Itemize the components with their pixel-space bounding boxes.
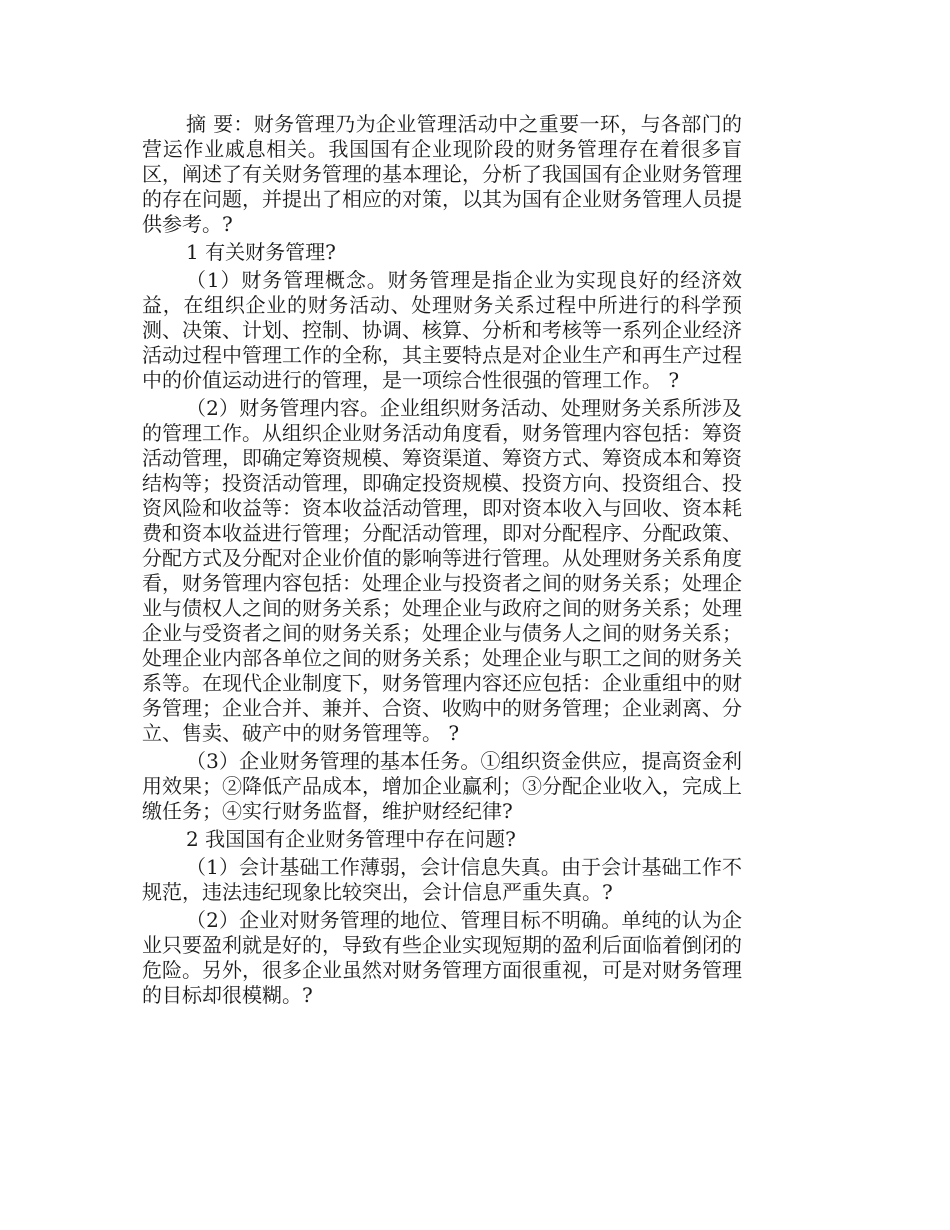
section-heading-1: 1 有关财务管理? bbox=[186, 240, 336, 264]
paragraph-content: （2）财务管理内容。企业组织财务活动、处理财务关系所涉及的管理工作。从组织企业财务活动角度看，财务管理内容包括：筹资活动管理，即确定筹资规模、筹资渠道、筹资方式、筹资成本和筹资结构等；投资活动管理，即确定投资规模、投资方向、投资组合、投资风险和收益等：资本收益活动管理，即对资本收入与回收、资本耗费和资本收益进行管理；分配活动管理，即对分配程序、分配政策、分配方式及分配对企业价值的影响等进行管理。从处理财务关系角度看，财务管理内容包括：处理企业与投资者之间的财务关系；处理企业与债权人之间的财务关系；处理企业与政府之间的财务关系；处理企业与受资者之间的财务关系；处理企业与债务人之间的财务关系；处理企业内部各单位之间的财务关系；处理企业与职工之间的财务关系等。在现代企业制度下，财务管理内容还应包括：企业重组中的财务管理；企业合并、兼并、合资、收购中的财务管理；企业剥离、分立、售卖、破产中的财务管理等。 ? bbox=[142, 396, 742, 745]
paragraph-accounting-basics: （1）会计基础工作薄弱，会计信息失真。由于会计基础工作不规范，违法违纪现象比较突出，会计信息严重失真。? bbox=[142, 855, 742, 904]
paragraph-tasks: （3）企业财务管理的基本任务。①组织资金供应，提高资金利用效果；②降低产品成本，增加企业赢利；③分配企业收入，完成上缴任务；④实行财务监督，维护财经纪律? bbox=[142, 749, 742, 823]
section-heading-2: 2 我国国有企业财务管理中存在问题? bbox=[186, 827, 516, 851]
abstract-paragraph: 摘 要：财务管理乃为企业管理活动中之重要一环，与各部门的营运作业戚息相关。我国国有企业现阶段的财务管理存在着很多盲区，阐述了有关财务管理的基本理论，分析了我国国有企业财务管理的存在问题，并提出了相应的对策，以其为国有企业财务管理人员提供参考。? bbox=[142, 112, 742, 236]
paragraph-concept: （1）财务管理概念。财务管理是指企业为实现良好的经济效益，在组织企业的财务活动、处理财务关系过程中所进行的科学预测、决策、计划、控制、协调、核算、分析和考核等一系列企业经济活动过程中管理工作的全称，其主要特点是对企业生产和再生产过程中的价值运动进行的管理，是一项综合性很强的管理工作。 ? bbox=[142, 268, 742, 392]
paragraph-management-goals: （2）企业对财务管理的地位、管理目标不明确。单纯的认为企业只要盈利就是好的，导致有些企业实现短期的盈利后面临着倒闭的危险。另外，很多企业虽然对财务管理方面很重视，可是对财务管理的目标却很模糊。? bbox=[142, 908, 742, 1007]
document-page bbox=[142, 112, 742, 1011]
